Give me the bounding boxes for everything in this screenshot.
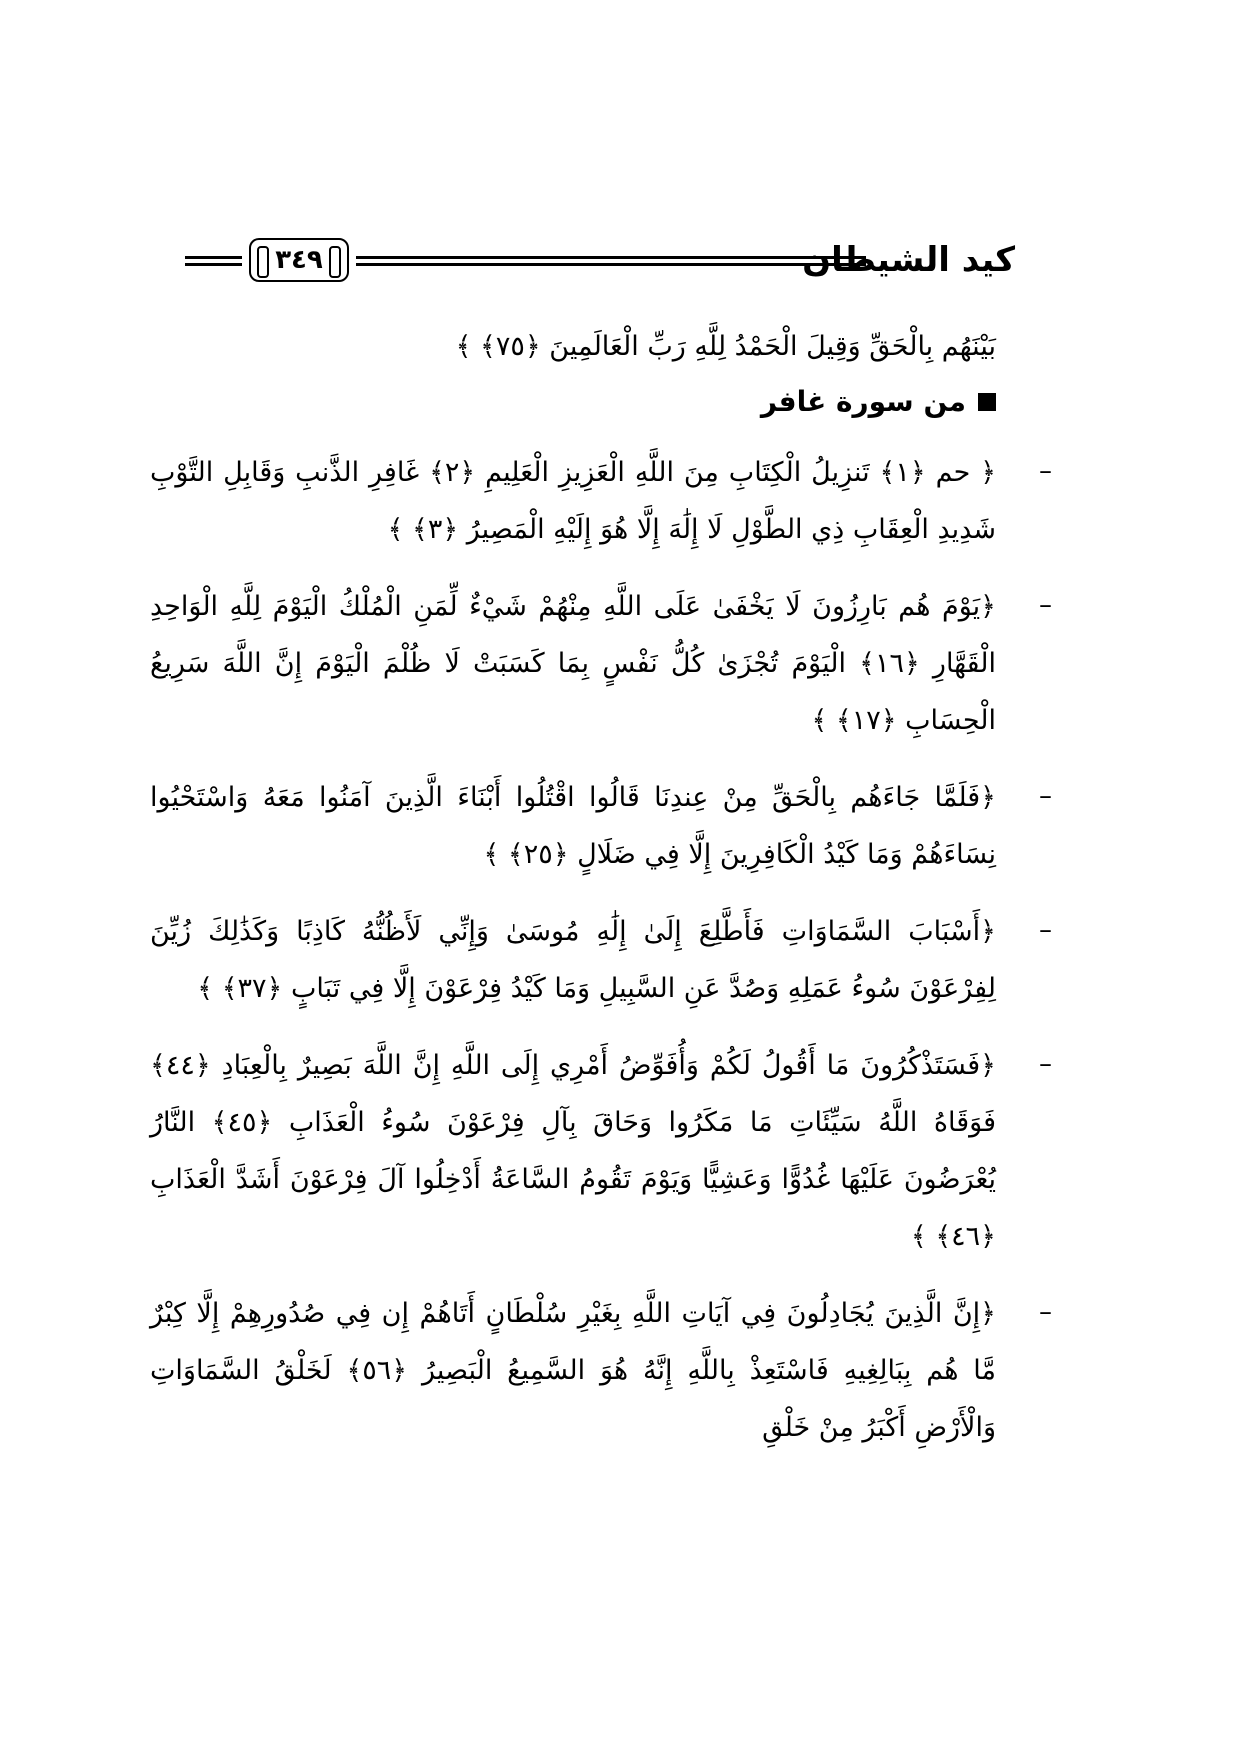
- verse-item: [150, 903, 1052, 1017]
- section-heading-text: من سورة غافر: [760, 385, 966, 418]
- verse-item: [150, 444, 1052, 558]
- verse-item: [150, 1285, 1052, 1456]
- verse-item: [150, 769, 1052, 883]
- section-heading: [150, 378, 996, 426]
- verse-text: ﴿ حم ﴿١﴾ تَنزِيلُ الْكِتَابِ مِنَ اللَّهِ الْعَزِيزِ الْعَلِيمِ ﴿٢﴾ غَافِرِ الذَّنبِ وَقَابِلِ التَّوْبِ شَدِيدِ الْعِقَابِ ذِي الطَّوْلِ لَا إِلَٰهَ إِلَّا هُوَ إِلَيْهِ الْمَصِيرُ ﴿٣﴾ ﴾: [150, 457, 997, 545]
- page-number: ٣٤٩: [275, 245, 323, 275]
- book-title: كيد الشيطان: [802, 240, 1015, 280]
- list-dash: –: [1039, 456, 1052, 486]
- page-header: [185, 232, 1015, 292]
- list-dash: –: [1039, 590, 1052, 620]
- list-dash: –: [1039, 1297, 1052, 1327]
- black-square-icon: [978, 393, 996, 411]
- list-dash: –: [1039, 781, 1052, 811]
- header-rule-left: [185, 256, 242, 266]
- verse-text: ﴿يَوْمَ هُم بَارِزُونَ لَا يَخْفَىٰ عَلَى اللَّهِ مِنْهُمْ شَيْءٌ لِّمَنِ الْمُلْكُ الْيَوْمَ لِلَّهِ الْوَاحِدِ الْقَهَّارِ ﴿١٦﴾ الْيَوْمَ تُجْزَىٰ كُلُّ نَفْسٍ بِمَا كَسَبَتْ لَا ظُلْمَ الْيَوْمَ إِنَّ اللَّهَ سَرِيعُ الْحِسَابِ ﴿١٧﴾ ﴾: [150, 591, 996, 736]
- header-rule-right: [356, 256, 866, 266]
- verse-text: ﴿فَسَتَذْكُرُونَ مَا أَقُولُ لَكُمْ وَأُفَوِّضُ أَمْرِي إِلَى اللَّهِ إِنَّ اللَّهَ بَصِيرٌ بِالْعِبَادِ ﴿٤٤﴾ فَوَقَاهُ اللَّهُ سَيِّئَاتِ مَا مَكَرُوا وَحَاقَ بِآلِ فِرْعَوْنَ سُوءُ الْعَذَابِ ﴿٤٥﴾ النَّارُ يُعْرَضُونَ عَلَيْهَا غُدُوًّا وَعَشِيًّا وَيَوْمَ تَقُومُ السَّاعَةُ أَدْخِلُوا آلَ فِرْعَوْنَ أَشَدَّ الْعَذَابِ ﴿٤٦﴾ ﴾: [150, 1050, 996, 1252]
- verse-item: [150, 1037, 1052, 1265]
- verse-text: ﴿فَلَمَّا جَاءَهُم بِالْحَقِّ مِنْ عِندِنَا قَالُوا اقْتُلُوا أَبْنَاءَ الَّذِينَ آمَنُوا مَعَهُ وَاسْتَحْيُوا نِسَاءَهُمْ وَمَا كَيْدُ الْكَافِرِينَ إِلَّا فِي ضَلَالٍ ﴿٢٥﴾ ﴾: [150, 782, 996, 870]
- verse-text: ﴿أَسْبَابَ السَّمَاوَاتِ فَأَطَّلِعَ إِلَىٰ إِلَٰهِ مُوسَىٰ وَإِنِّي لَأَظُنُّهُ كَاذِبًا وَكَذَٰلِكَ زُيِّنَ لِفِرْعَوْنَ سُوءُ عَمَلِهِ وَصُدَّ عَنِ السَّبِيلِ وَمَا كَيْدُ فِرْعَوْنَ إِلَّا فِي تَبَابٍ ﴿٣٧﴾ ﴾: [150, 916, 996, 1004]
- opening-verse-line: بَيْنَهُم بِالْحَقِّ وَقِيلَ الْحَمْدُ لِلَّهِ رَبِّ الْعَالَمِينَ ﴿٧٥﴾ ﴾: [455, 331, 996, 362]
- page-body: [150, 320, 1052, 1476]
- verse-item: [150, 578, 1052, 749]
- page-number-badge: [249, 238, 349, 282]
- verse-text: ﴿إِنَّ الَّذِينَ يُجَادِلُونَ فِي آيَاتِ اللَّهِ بِغَيْرِ سُلْطَانٍ أَتَاهُمْ إِن فِي صُدُورِهِمْ إِلَّا كِبْرٌ مَّا هُم بِبَالِغِيهِ فَاسْتَعِذْ بِاللَّهِ إِنَّهُ هُوَ السَّمِيعُ الْبَصِيرُ ﴿٥٦﴾ لَخَلْقُ السَّمَاوَاتِ وَالْأَرْضِ أَكْبَرُ مِنْ خَلْقِ: [150, 1298, 996, 1443]
- list-dash: –: [1039, 915, 1052, 945]
- list-dash: –: [1039, 1049, 1052, 1079]
